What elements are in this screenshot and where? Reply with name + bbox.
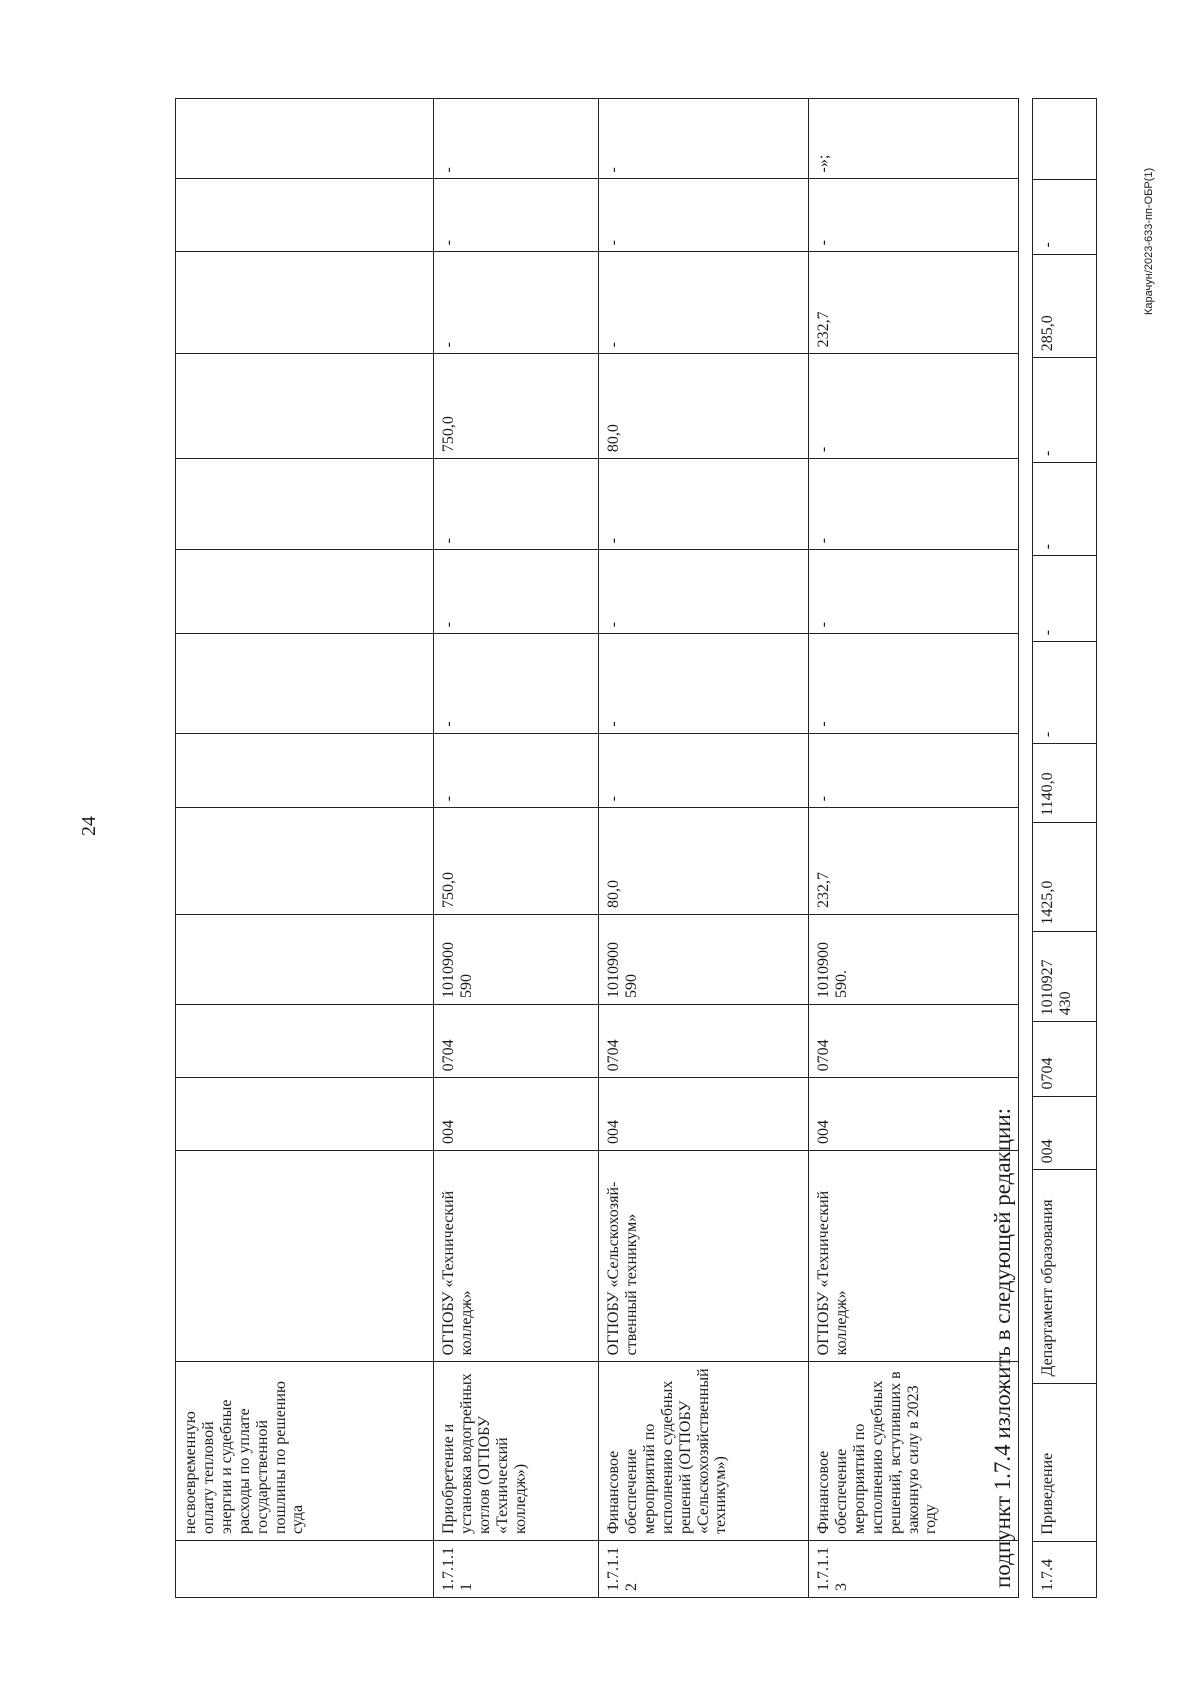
- cell-csr: 1010927 430: [1033, 931, 1097, 1022]
- cell-v8: -: [434, 179, 599, 252]
- cell-v7: [176, 252, 434, 354]
- cell-v7: -: [599, 252, 809, 354]
- cell-v1: 232,7: [809, 808, 1019, 915]
- cell-exec: ОГПОБУ «Сельскохозяй-ственный техникум»: [599, 1151, 809, 1362]
- table-row: [809, 99, 1019, 1598]
- cell-num: 1.7.1.1 1: [434, 1541, 599, 1598]
- cell-v9: -»;: [809, 99, 1019, 179]
- cell-v3: -: [434, 634, 599, 733]
- cell-v6: [176, 354, 434, 459]
- cell-v5: -: [809, 459, 1019, 550]
- cell-v5: -: [434, 459, 599, 550]
- cell-v6: 750,0: [434, 354, 599, 459]
- cell-v9: -: [434, 99, 599, 179]
- cell-grbs: 004: [434, 1078, 599, 1151]
- cell-v4: -: [809, 550, 1019, 634]
- table-row: [599, 99, 809, 1598]
- cell-v3: [176, 634, 434, 733]
- cell-rz: 0704: [1033, 1022, 1097, 1096]
- cell-v6: 80,0: [599, 354, 809, 459]
- cell-v2: -: [434, 733, 599, 808]
- cell-v8: -: [599, 179, 809, 252]
- cell-name: Финансовое обеспечение мероприятий по исполнению судебных решений (ОГПОБУ «Сельскохозяйственный техникум»): [599, 1362, 809, 1541]
- cell-num: 1.7.1.1 3: [809, 1541, 1019, 1598]
- cell-grbs: [176, 1078, 434, 1151]
- cell-v4: [176, 550, 434, 634]
- amendment-heading: подпункт 1.7.4 изложить в следующей редакции:: [990, 1107, 1015, 1588]
- cell-v7: 232,7: [809, 252, 1019, 354]
- table-row: [176, 99, 434, 1598]
- cell-csr: 1010900 590: [434, 914, 599, 1004]
- cell-grbs: 004: [1033, 1096, 1097, 1170]
- cell-num: 1.7.4: [1033, 1541, 1097, 1597]
- cell-v8: [176, 179, 434, 252]
- cell-csr: [176, 914, 434, 1004]
- cell-v1: 750,0: [434, 808, 599, 915]
- cell-v5: [176, 459, 434, 550]
- cell-rz: 0704: [809, 1005, 1019, 1078]
- subitem-1-7-4-table: [1032, 98, 1097, 1598]
- cell-csr: 1010900 590: [599, 914, 809, 1004]
- cell-num: 1.7.1.1 2: [599, 1541, 809, 1598]
- cell-v3: -: [809, 634, 1019, 733]
- cell-v2: -: [599, 733, 809, 808]
- cell-csr: 1010900 590.: [809, 914, 1019, 1004]
- cell-v7: -: [434, 252, 599, 354]
- cell-grbs: 004: [809, 1078, 1019, 1151]
- cell-v2: -: [809, 733, 1019, 808]
- cell-rz: 0704: [599, 1005, 809, 1078]
- cell-rz: [176, 1005, 434, 1078]
- cell-v5: -: [599, 459, 809, 550]
- cell-v1: 1425,0: [1033, 822, 1097, 931]
- cell-v9: [176, 99, 434, 179]
- cell-name: Приведение: [1033, 1383, 1097, 1541]
- cell-v4: -: [434, 550, 599, 634]
- cell-v2: 1140,0: [1033, 744, 1097, 823]
- cell-exec: ОГПОБУ «Технический колледж»: [809, 1151, 1019, 1362]
- cell-exec: [176, 1151, 434, 1362]
- program-table: [175, 98, 1019, 1598]
- cell-v9: -: [599, 99, 809, 179]
- cell-v4: -: [1033, 556, 1097, 642]
- cell-v8: -: [1033, 179, 1097, 254]
- cell-name: Финансовое обеспечение мероприятий по исполнению судебных решений, вступивших в законную силу в 2023 году: [809, 1362, 1019, 1541]
- cell-v9: [1033, 99, 1097, 180]
- document-code: Карачун/2023-633-пп-ОБР(1): [1143, 167, 1155, 315]
- cell-rz: 0704: [434, 1005, 599, 1078]
- page-number: 24: [78, 816, 100, 836]
- cell-v7: 285,0: [1033, 254, 1097, 358]
- cell-v1: [176, 808, 434, 915]
- cell-v2: [176, 733, 434, 808]
- cell-v3: -: [599, 634, 809, 733]
- cell-num: [176, 1541, 434, 1598]
- cell-v4: -: [599, 550, 809, 634]
- cell-v5: -: [1033, 462, 1097, 555]
- cell-name: несвоевременную оплату тепловой энергии и судебные расходы по уплате государственной пошлины по решению суда: [176, 1362, 434, 1541]
- cell-v8: -: [809, 179, 1019, 252]
- cell-exec: Департамент образования: [1033, 1170, 1097, 1383]
- cell-v3: -: [1033, 642, 1097, 744]
- cell-v1: 80,0: [599, 808, 809, 915]
- rotated-sheet: [175, 98, 1095, 1598]
- cell-grbs: 004: [599, 1078, 809, 1151]
- table-row-1-7-4: [1033, 99, 1097, 1598]
- cell-name: Приобретение и установка водогрейных котлов (ОГПОБУ «Технический колледж»): [434, 1362, 599, 1541]
- cell-v6: -: [809, 354, 1019, 459]
- table-row: [434, 99, 599, 1598]
- cell-exec: ОГПОБУ «Технический колледж»: [434, 1151, 599, 1362]
- cell-v6: -: [1033, 358, 1097, 463]
